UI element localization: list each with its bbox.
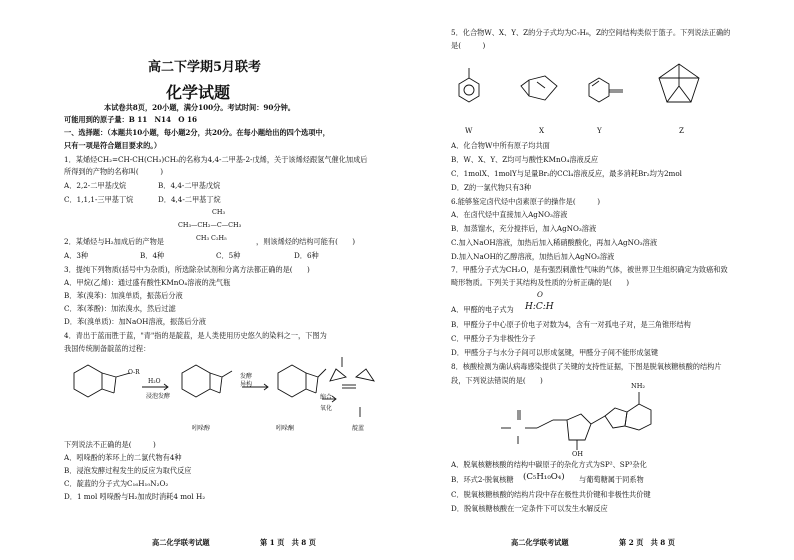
q2-option-c: C．5种 bbox=[216, 251, 241, 260]
q6-option-d: D.加入NaOH的乙醇溶液，加热后加入AgNO₃溶液 bbox=[451, 252, 615, 261]
q8-option-b-tail: 与葡萄糖属于同系物 bbox=[579, 475, 644, 484]
footer-title: 高二化学联考试题 bbox=[511, 538, 569, 547]
exam-title: 高二下学期5月联考 bbox=[148, 60, 262, 75]
q1-option-a: A．2,2-二甲基戊烷 bbox=[64, 181, 127, 190]
dna-fragment-diagram bbox=[497, 380, 687, 462]
q4-arrow3-bottom: 氧化 bbox=[320, 405, 333, 412]
q7-option-b: B．甲醛分子中心原子价电子对数为4，含有一对孤电子对，是三角锥形结构 bbox=[451, 320, 691, 329]
footer-page: 第 2 页 共 8 页 bbox=[619, 538, 675, 547]
q5-option-b: B．W、X、Y、Z均可与酸性KMnO₄溶液反应 bbox=[451, 155, 599, 164]
q2-struct-bot: CH₃ C₂H₅ bbox=[196, 234, 227, 242]
q4-label-or: O-R bbox=[128, 369, 140, 376]
q7-option-a-formula: H:C:H bbox=[525, 302, 554, 312]
q4-arrow2-top: 发酵 bbox=[240, 373, 253, 380]
q8-option-d: D．脱氧核糖核酸在一定条件下可以发生水解反应 bbox=[451, 504, 608, 513]
q4-question: 下列说法不正确的是( ) bbox=[64, 440, 156, 449]
q7-option-a-o: O bbox=[537, 290, 543, 299]
q7-option-c: C．甲醛分子为非极性分子 bbox=[451, 334, 536, 343]
q7-option-a: A．甲醛的电子式为 bbox=[451, 305, 514, 314]
q4-stem-2: 我国传统制备靛蓝的过程： bbox=[64, 344, 151, 353]
exam-intro: 本试卷共8页，20小题，满分100分。考试时间：90分钟。 bbox=[104, 103, 295, 112]
q3-stem: 3．提纯下列物质(括号中为杂质)，所选除杂试剂和分离方法都正确的是( ) bbox=[64, 265, 310, 274]
atomic-masses: 可能用到的原子量：B 11 N14 O 16 bbox=[64, 115, 197, 124]
q5-label-z: Z bbox=[679, 126, 684, 135]
section1-heading: 一、选择题：（本题共10小题，每小题2分，共20分。在每小题给出的四个选项中， bbox=[64, 128, 330, 137]
q2-struct-mid: CH₃—CH₂—C—CH₃ bbox=[178, 221, 242, 229]
q1-stem-2: 所得到的产物的名称叫( ) bbox=[64, 167, 164, 176]
q3-option-c: C．苯(苯酚)：加浓溴水，然后过滤 bbox=[64, 304, 176, 313]
q5-label-w: W bbox=[465, 126, 473, 135]
q5-option-a: A．化合物W中所有原子均共面 bbox=[451, 141, 550, 150]
q4-option-b: B．浸泡发酵过程发生的反应为取代反应 bbox=[64, 466, 192, 475]
section1-heading-2: 只有一项是符合题目要求的。） bbox=[64, 141, 162, 150]
q5-label-x: X bbox=[539, 126, 545, 135]
q4-arrow3-top: 缩合 bbox=[320, 394, 333, 401]
q8-stem-2: 段，下列说法错误的是( ) bbox=[451, 376, 543, 385]
q4-label-indoxyl: 吲哚醇 bbox=[192, 425, 211, 432]
q8-label-oh: OH bbox=[572, 450, 583, 458]
q4-arrow1-top: H₂O bbox=[148, 378, 161, 385]
q4-arrow2-bottom: 异构 bbox=[240, 381, 253, 388]
q4-stem: 4．青出于蓝而胜于蓝，"青"指的是靛蓝，是人类使用历史悠久的染料之一，下图为 bbox=[64, 331, 327, 340]
q6-option-b: B．加蒸馏水，充分搅拌后，加入AgNO₃溶液 bbox=[451, 224, 597, 233]
q2-stem-tail: ，则该烯烃的结构可能有( ) bbox=[256, 237, 356, 246]
q8-option-a: A．脱氧核糖核酸的结构中碳原子的杂化方式为SP²、SP³杂化 bbox=[451, 460, 647, 469]
right-page bbox=[397, 0, 794, 560]
q1-stem: 1．某烯烃CH₂=CH-CH(CH₃)CH₃的名称为4,4-二甲基-2-戊烯，关于该烯烃跟氢气催化加成后 bbox=[64, 155, 368, 164]
q7-stem: 7．甲醛分子式为CH₂O，是有强烈刺激性气味的气体，被世界卫生组织确定为致癌和致 bbox=[451, 265, 728, 274]
q4-option-c: C．靛蓝的分子式为C₁₆H₁₀N₂O₂ bbox=[64, 479, 169, 488]
q2-option-d: D．6种 bbox=[294, 251, 319, 260]
q5-structures-diagram bbox=[453, 56, 713, 116]
q8-option-b-formula: (C₅H₁₀O₄) bbox=[523, 472, 565, 482]
q4-option-a: A．吲哚酚的苯环上的二氯代物有4种 bbox=[64, 453, 182, 462]
q5-option-d: D．Z的一氯代物只有3种 bbox=[451, 183, 532, 192]
q1-option-b: B．4,4-二甲基戊烷 bbox=[158, 181, 221, 190]
subject-title: 化学试题 bbox=[166, 83, 231, 102]
q4-label-indolone: 吲哚酮 bbox=[276, 425, 295, 432]
q7-stem-2: 畸形物质。下列关于其结构及性质的分析正确的是( ) bbox=[451, 278, 630, 287]
q7-option-d: D．甲醛分子与水分子间可以形成氢键，甲醛分子间不能形成氢键 bbox=[451, 348, 659, 357]
q1-option-c: C．1,1,1-三甲基丁烷 bbox=[64, 195, 134, 204]
q1-option-d: D．4,4-二甲基丁烷 bbox=[158, 195, 221, 204]
q5-label-y: Y bbox=[597, 126, 602, 135]
indigo-synthesis-diagram bbox=[60, 355, 394, 437]
q8-option-c: C．脱氧核糖核酸的结构片段中存在极性共价键和非极性共价键 bbox=[451, 490, 651, 499]
q3-option-a: A．甲烷(乙烯)：通过盛有酸性KMnO₄溶液的洗气瓶 bbox=[64, 278, 231, 287]
q5-option-c: C．1molX、1molY与足量Br₂的CCl₄溶液反应，最多消耗Br₂均为2mol bbox=[451, 169, 682, 178]
q5-stem: 5．化合物W、X、Y、Z的分子式均为C₇H₈，Z的空间结构类似于篮子。下列说法正确的 bbox=[451, 28, 731, 37]
q8-label-nh2: NH₂ bbox=[631, 382, 645, 390]
q8-option-b: B．环式2-脱氧核糖 bbox=[451, 475, 514, 484]
q2-option-b: B．4种 bbox=[140, 251, 165, 260]
q3-option-d: D．苯(溴单质)：加NaOH溶液，振荡后分液 bbox=[64, 317, 206, 326]
q6-option-a: A．在卤代烃中直接加入AgNO₃溶液 bbox=[451, 210, 568, 219]
footer-page: 第 1 页 共 8 页 bbox=[260, 538, 316, 547]
q2-stem: 2．某烯烃与H₂加成后的产物是 bbox=[64, 237, 164, 246]
footer-title: 高二化学联考试题 bbox=[152, 538, 210, 547]
q6-stem: 6.能够鉴定卤代烃中卤素原子的操作是( ) bbox=[451, 197, 601, 206]
q6-option-c: C.加入NaOH溶液，加热后加入稀硝酸酸化，再加入AgNO₃溶液 bbox=[451, 238, 658, 247]
q4-option-d: D．1 mol 吲哚酚与H₂加成时消耗4 mol H₂ bbox=[64, 492, 206, 501]
q2-struct-top: CH₃ bbox=[212, 208, 226, 216]
q3-option-b: B．苯(溴苯)：加溴单质，振荡后分液 bbox=[64, 291, 183, 300]
q4-arrow1-bottom: 浸泡发酵 bbox=[146, 393, 171, 400]
q8-stem: 8．核酸检测为确认病毒感染提供了关键的支持性证据，下图是脱氧核糖核酸的结构片 bbox=[451, 362, 722, 371]
q5-stem-2: 是( ) bbox=[451, 41, 486, 50]
q4-label-indigo: 靛蓝 bbox=[352, 425, 365, 432]
q2-option-a: A．3种 bbox=[64, 251, 89, 260]
